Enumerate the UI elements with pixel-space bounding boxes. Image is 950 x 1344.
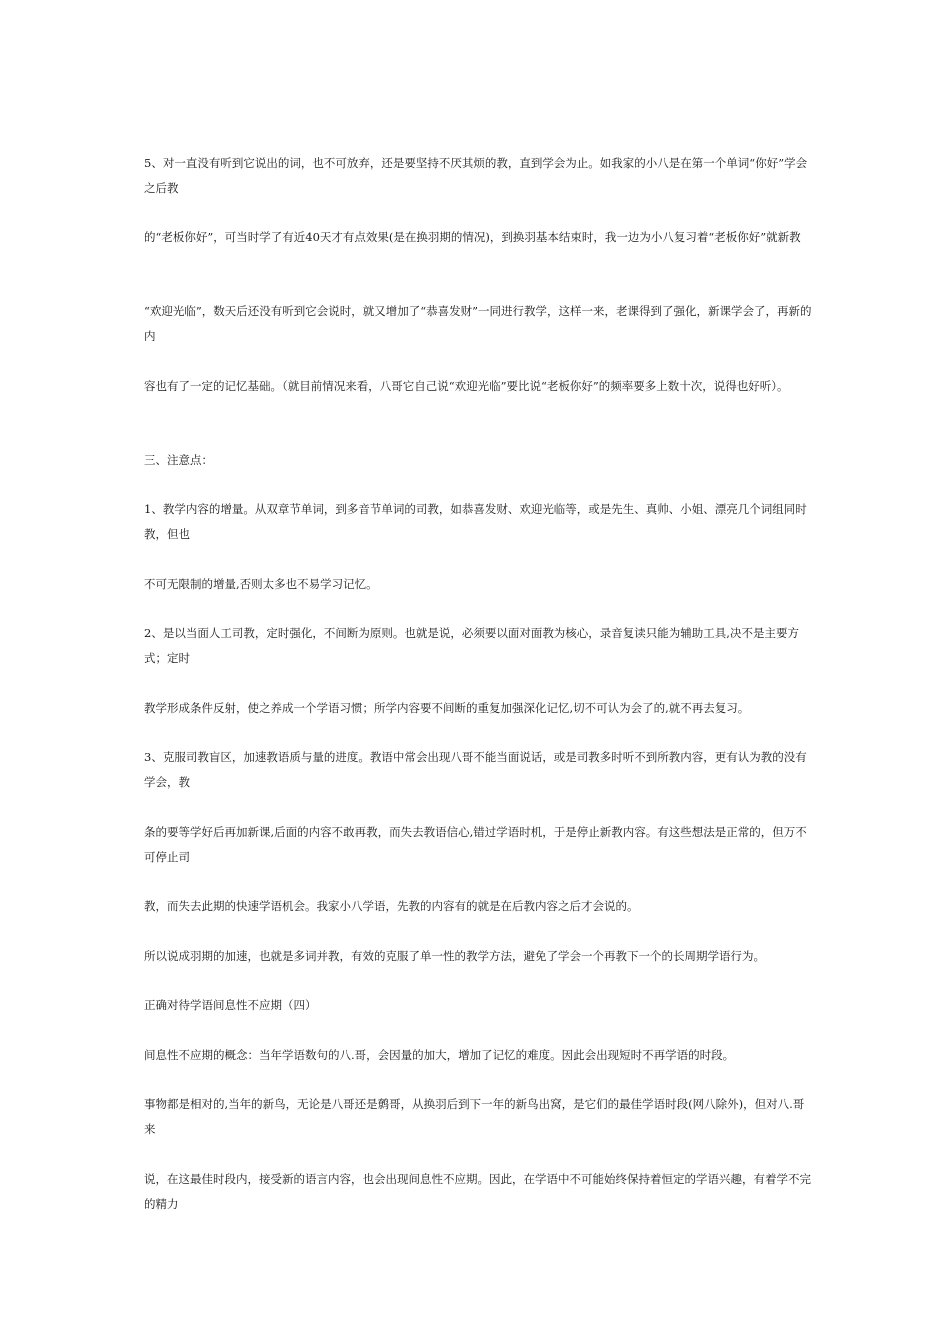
paragraph: 容也有了一定的记忆基础。（就目前情况来看，八哥它自己说“欢迎光临”要比说“老板你好”的频率要多上数十次，说得也好听）。 bbox=[144, 379, 789, 393]
section-heading: 正确对待学语间息性不应期（四） bbox=[144, 998, 317, 1012]
paragraph: 说，在这最佳时段内，接受新的语言内容，也会出现间息性不应期。因此，在学语中不可能始终保持着恒定的学语兴趣，有着学不完的精力 bbox=[144, 1172, 811, 1211]
paragraph: 所以说成羽期的加速，也就是多词并教，有效的克服了单一性的教学方法，避免了学会一个再教下一个的长周期学语行为。 bbox=[144, 949, 765, 963]
paragraph: 3、克服司教盲区，加速教语质与量的进度。教语中常会出现八哥不能当面说话，或是司教多时听不到所教内容，更有认为教的没有学会，教 bbox=[144, 750, 807, 789]
paragraph: 教学形成条件反射，使之养成一个学语习惯；所学内容要不间断的重复加强深化记忆,切不可认为会了的,就不再去复习。 bbox=[144, 701, 750, 715]
paragraph: 的“老板你好”，可当时学了有近40天才有点效果(是在换羽期的情况)，到换羽基本结束时，我一边为小八复习着“老板你好”就新教 bbox=[144, 230, 801, 244]
paragraph: 条的要等学好后再加新课,后面的内容不敢再教，而失去教语信心,错过学语时机，于是停止新教内容。有这些想法是正常的，但万不可停止司 bbox=[144, 825, 807, 864]
paragraph: 教，而失去此期的快速学语机会。我家小八学语，先教的内容有的就是在后教内容之后才会说的。 bbox=[144, 899, 639, 913]
section-heading: 三、注意点： bbox=[144, 453, 213, 467]
paragraph: 不可无限制的增量,否则太多也不易学习记忆。 bbox=[144, 577, 378, 591]
paragraph: 5、对一直没有听到它说出的词，也不可放弃，还是要坚持不厌其烦的教，直到学会为止。如我家的小八是在第一个单词“你好”学会之后教 bbox=[144, 156, 808, 195]
paragraph: 2、是以当面人工司教，定时强化，不间断为原则。也就是说，必须要以面对面教为核心，录音复读只能为辅助工具,决不是主要方式；定时 bbox=[144, 626, 799, 665]
paragraph: 事物都是相对的,当年的新鸟，无论是八哥还是鹩哥，从换羽后到下一年的新鸟出窝，是它们的最佳学语时段(网八除外)，但对八.哥来 bbox=[144, 1097, 805, 1136]
paragraph: 1、教学内容的增量。从双章节单词，到多音节单词的司教，如恭喜发财、欢迎光临等，或是先生、真帅、小姐、漂亮几个词组同时教，但也 bbox=[144, 502, 807, 541]
paragraph: 间息性不应期的概念：当年学语数句的八.哥，会因量的加大，增加了记忆的难度。因此会出现短时不再学语的时段。 bbox=[144, 1048, 735, 1062]
paragraph: “欢迎光临”，数天后还没有听到它会说时，就又增加了“恭喜发财”一同进行教学，这样一来，老课得到了强化，新课学会了，再新的内 bbox=[144, 304, 812, 343]
